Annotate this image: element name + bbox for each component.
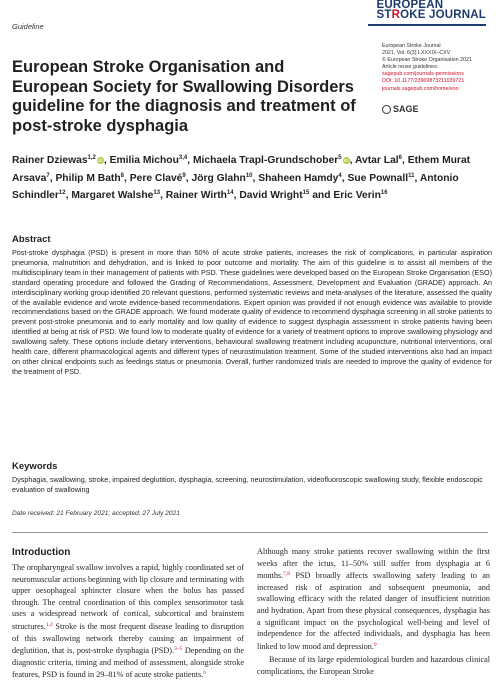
citation[interactable]: 7,8 [283, 571, 291, 578]
orcid-icon[interactable]: iD [98, 158, 103, 163]
author [166, 190, 234, 201]
author-name: Pere Clavé [129, 172, 183, 184]
affiliation-marker: 16 [380, 190, 388, 196]
author-name: Sue Pownall [347, 172, 409, 184]
author [130, 173, 186, 184]
author-name: Jörg Glahn [191, 172, 246, 184]
logo-underline [368, 24, 486, 26]
author-name: Avtar Lal [354, 155, 399, 166]
author-name: Shaheen Hamdy [258, 172, 339, 184]
body-column-right: Although many stroke patients recover swallowing within the first weeks after the ictus, 11–50% still suffer from dysphagia at 6 months.$^{7,8}$ PSD broadly affects swallowing safety leading to an increased risk of aspiration and subsequent pneumonia, and swallowing efficacy with the related danger of insufficient nutrition and hydration. Apart from these physical consequences, dysphagia has a significant impact on the psychological well-being and level of independence for the affected individuals, and dysphagia has been linked to low mood and depression.$^9$ Because of its large epidemiological burden and hazardous clinical complications, the European Stroke [257, 547, 490, 676]
affiliation-marker: 10 [245, 172, 253, 179]
affiliation-marker: 8 [120, 172, 124, 179]
author [55, 173, 124, 184]
affiliation-marker: 4 [338, 172, 342, 179]
author-name: Philip M Bath [55, 172, 121, 184]
author-name: Antonio Schindler [12, 172, 459, 201]
author-name: Michaela Trapl-Grundschober [192, 155, 339, 166]
sage-icon [382, 105, 391, 114]
abstract-text: Post-stroke dysphagia (PSD) is present in more than 50% of acute stroke patients, increases the risk of complications, in particular aspiration pneumonia, malnutrition and dehydration, and is linked to poor outcome and mortality. The aim of this guideline is to assist all members of the multidisciplinary team in their management of patients with PSD. These guidelines were developed based on the European Stroke Organisation (ESO) standard operating procedure and followed the Grading of Recommendations, Assessment, Development and Evaluation (GRADE) approach. An interdisciplinary working group identified 20 relevant questions, performed systematic reviews and meta-analyses of the literature, assessed the quality of the available evidence and wrote evidence-based recommendations. Expert opinion was provided if not enough evidence was available to provide recommendations based on the GRADE approach. We found moderate quality of evidence to recommend dysphagia screening in all stroke patients to prevent post-stroke pneumonia and to early mortality and low quality of evidence to suggest dysphagia assessment in stroke patients having been identified at being at risk of PSD. We found low to moderate quality of evidence for a variety of treatment options to improve swallowing physiology and swallowing safety. These options include dietary interventions, behavioural swallowing treatment including acupuncture, nutritional interventions, oral health care, different pharmacological agents and different types of neurostimulation treatment. Some of the studied interventions also had an impact on other clinical endpoints such as feedings status or pneumonia. Overall, further randomized trials are needed to improve the quality of evidence for the treatment of PSD. [12, 248, 492, 376]
affiliation-marker: 7 [46, 172, 50, 179]
author [355, 155, 402, 166]
keywords-text: Dysphagia, swallowing, stroke, impaired deglutition, dysphagia, screening, neurostimulation, videofluoroscopic swallowing study, flexible endoscopic evaluation of swallowing [12, 475, 483, 494]
author-name: Eric Verin [333, 190, 381, 201]
author [239, 190, 309, 201]
affiliation-marker: 1,2 [87, 155, 96, 161]
author-name: David Wright [239, 190, 303, 201]
citation[interactable]: 6 [203, 670, 206, 677]
journal-logo: EUROPEAN STROKE JOURNAL [376, 0, 486, 21]
affiliation-marker: 15 [302, 190, 310, 196]
keywords-heading: Keywords [12, 461, 58, 472]
affiliation-marker: 3,4 [178, 155, 188, 161]
author [191, 173, 252, 184]
author-name: Rainer Dziewas [12, 155, 88, 166]
dates: Date received: 21 February 2021; accepted: 27 July 2021 [12, 510, 180, 517]
author-name: Ethem Murat Arsava [12, 155, 471, 184]
author-name: Margaret Walshe [71, 190, 154, 201]
orcid-icon[interactable]: iD [343, 158, 349, 163]
author [12, 155, 104, 166]
citation[interactable]: 3–5 [174, 646, 183, 653]
author [71, 190, 160, 201]
abstract-heading: Abstract [12, 234, 51, 245]
author [193, 155, 350, 166]
affiliation-marker: 6 [398, 155, 402, 161]
article-title: European Stroke Organisation and European Society for Swallowing Disorders guideline for the diagnosis and treatment of post-stroke dysphagia [12, 58, 356, 135]
affiliation-marker: 9 [182, 172, 186, 179]
author [333, 190, 387, 201]
author-name: Rainer Wirth [165, 190, 227, 201]
author [110, 155, 188, 166]
affiliation-marker: 13 [153, 190, 161, 196]
affiliation-marker: 12 [58, 190, 66, 196]
publisher-logo: SAGE [382, 104, 419, 114]
affiliation-marker: 11 [408, 172, 415, 179]
author-list: Rainer Dziewas$^{1,2}$ iD, Emilia Michou$^{3,4}$, Michaela Trapl-Grundschober$^5$ iD, Avtar Lal$^6$, Ethem Murat Arsava$^7$, Philip M Bath$^8$, Pere Clavé$^9$, Jörg Glahn$^{10}$, Shaheen Hamdy$^4$, Sue Pownall$^{11}$, Antonio Schindler$^{12}$, Margaret Walshe$^{13}$, Rainer Wirth$^{14}$, David Wright$^{15}$ and Eric Verin$^{16}$ [12, 155, 471, 201]
permissions-link[interactable]: sagepub.com/journals-permissions [382, 71, 464, 78]
author [347, 173, 414, 184]
introduction-heading: Introduction [12, 547, 71, 558]
journal-home-link[interactable]: journals.sagepub.com/home/eso [382, 85, 459, 92]
divider [12, 532, 488, 533]
author [258, 173, 341, 184]
affiliation-marker: 14 [226, 190, 234, 196]
section-label: Guideline [12, 22, 44, 31]
journal-meta: European Stroke Journal 2021, Vol. 6(3) LXXXIX–CXV © European Stroke Organisation 2021 Article reuse guidelines: sagepub.com/journals-permissions DOI: 10.1177/23969873211039721 journals.sagepub.com/home/eso [382, 43, 494, 93]
body-column-left: The oropharyngeal swallow involves a rapid, highly coordinated set of neuromuscular actions beginning with lip closure and terminating with upper oesophageal sphincter closure when the bolus has passed through. The central coordination of this complex sensorimotor task uses a widespread network of cortical, subcortical and brainstem structures.$^{1,2}$ Stroke is the most frequent disease leading to disruption of this swallowing network thereby causing an impairment of deglutition, that is, post-stroke dysphagia (PSD).$^{3-5}$ Depending on the diagnostic criteria, timing and method of assessment, alongside stroke features, PSD is found in 29–81% of acute stroke patients.$^6$ [12, 563, 244, 680]
affiliation-marker: 5 [338, 155, 342, 161]
author-name: Emilia Michou [109, 155, 179, 166]
citation[interactable]: 9 [373, 641, 377, 648]
citation[interactable]: 1,2 [45, 621, 53, 628]
doi-link[interactable]: DOI: 10.1177/23969873211039721 [382, 78, 465, 85]
